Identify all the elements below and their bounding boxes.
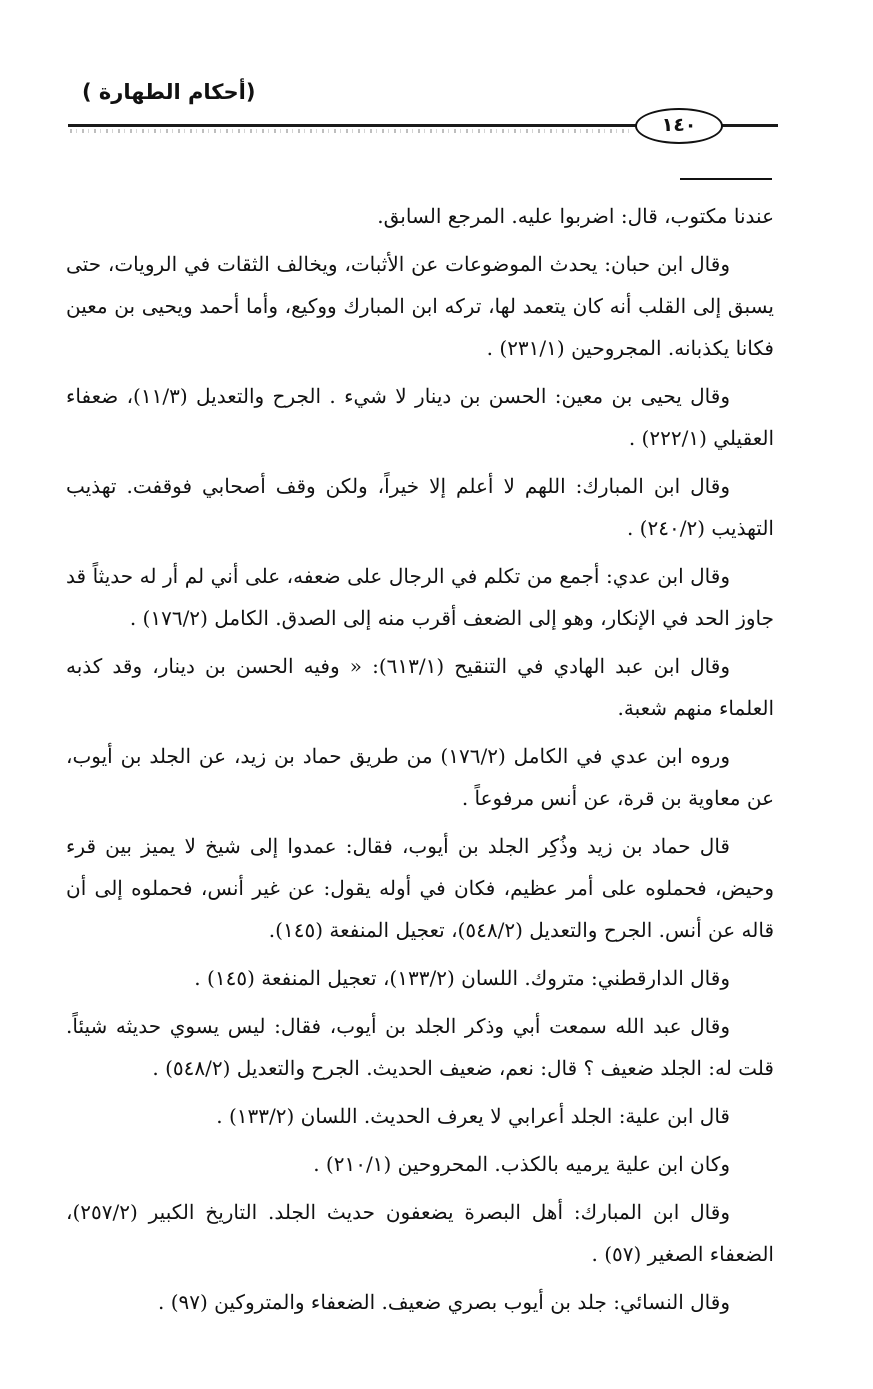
page-body [66, 195, 774, 1329]
page-number: ١٤٠ [635, 108, 723, 144]
paragraph: وقال ابن عبد الهادي في التنقيح (٦١٣/١): « وفيه الحسن بن دينار، وقد كذبه العلماء منهم شعبة. [66, 654, 774, 720]
paragraph: وكان ابن علية يرميه بالكذب. المحروحين (٢١٠/١) . [313, 1152, 730, 1176]
paragraph: وقال عبد الله سمعت أبي وذكر الجلد بن أيوب، فقال: ليس يسوي حديثه شيئاً. قلت له: الجلد ضعيف ؟ قال: نعم، ضعيف الحديث. الجرح والتعديل (٥٤٨/٢) . [66, 1014, 774, 1080]
paragraph: قال حماد بن زيد وذُكِر الجلد بن أيوب، فقال: عمدوا إلى شيخ لا يميز بين قرء وحيض، فحملوه على أمر عظيم، فكان في أوله يقول: عن غير أنس، فحملوه إلى أن قاله عن أنس. الجرح والتعديل (٥٤٨/٢)، تعجيل المنفعة (١٤٥). [66, 834, 774, 942]
paragraph: وقال ابن حبان: يحدث الموضوعات عن الأثبات، ويخالف الثقات في الرويات، حتى يسبق إلى القلب أنه كان يتعمد لها، تركه ابن المبارك ووكيع، وأما أحمد ويحيى بن معين فكانا يكذبانه. المجروحين (٢٣١/١) . [66, 252, 774, 360]
paragraph: وقال ابن المبارك: أهل البصرة يضعفون حديث الجلد. التاريخ الكبير (٢٥٧/٢)، الضعفاء الصغير (٥٧) . [66, 1200, 774, 1266]
paragraph: وقال يحيى بن معين: الحسن بن دينار لا شيء . الجرح والتعديل (١١/٣)، ضعفاء العقيلي (٢٢٢/١) . [66, 384, 774, 450]
paragraph: وقال ابن عدي: أجمع من تكلم في الرجال على ضعفه، على أني لم أر له حديثاً قد جاوز الحد في الإنكار، وهو إلى الضعف أقرب منه إلى الصدق. الكامل (١٧٦/٢) . [66, 564, 774, 630]
paragraph: وقال ابن المبارك: اللهم لا أعلم إلا خيراً، ولكن وقف أصحابي فوقفت. تهذيب التهذيب (٢٤٠/٢) . [66, 474, 774, 540]
footnote-separator [680, 178, 772, 180]
book-title: (أحكام الطهارة ) [82, 80, 256, 104]
paragraph: وقال الدارقطني: متروك. اللسان (١٣٣/٢)، تعجيل المنفعة (١٤٥) . [194, 966, 730, 990]
paragraph: قال ابن علية: الجلد أعرابي لا يعرف الحديث. اللسان (١٣٣/٢) . [216, 1104, 730, 1128]
paragraph: عندنا مكتوب، قال: اضربوا عليه. المرجع السابق. [377, 204, 774, 228]
header-rule-texture [70, 129, 630, 133]
paragraph: وقال النسائي: جلد بن أيوب بصري ضعيف. الضعفاء والمتروكين (٩٧) . [158, 1290, 730, 1314]
paragraph: وروه ابن عدي في الكامل (١٧٦/٢) من طريق حماد بن زيد، عن الجلد بن أيوب، عن معاوية بن قرة، عن أنس مرفوعاً . [66, 744, 774, 810]
